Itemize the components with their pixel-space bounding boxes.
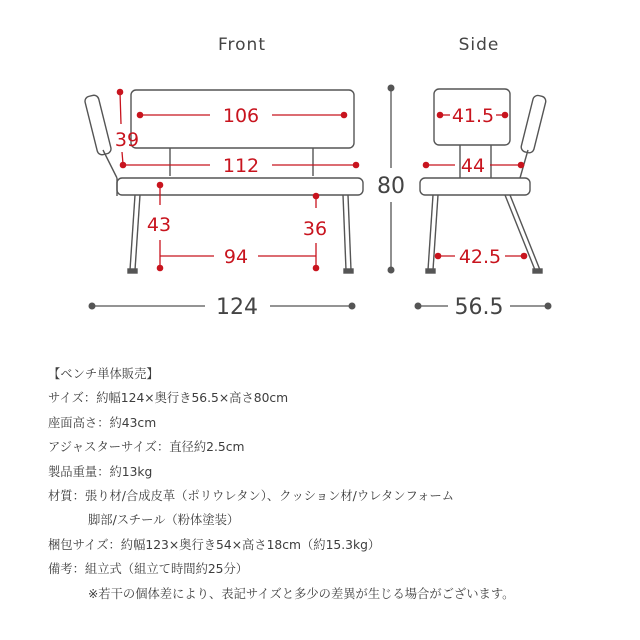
spec-seat-height: 座面高さ：約43cm — [48, 415, 157, 430]
front-seat-height-label: 43 — [146, 214, 172, 236]
front-title: Front — [218, 35, 266, 55]
side-measurements — [423, 112, 528, 260]
front-leg-height-label: 36 — [302, 218, 328, 240]
spec-weight: 製品重量：約13kg — [48, 464, 153, 479]
side-total-depth-label: 56.5 — [454, 295, 504, 320]
side-title: Side — [458, 35, 500, 55]
side-arm-pad — [520, 94, 547, 153]
side-back-depth-label: 41.5 — [451, 105, 495, 127]
front-seat-span-label: 112 — [222, 155, 260, 177]
front-total-width-label: 124 — [216, 295, 258, 320]
spec-material-legs: 脚部/スチール（粉体塗装） — [88, 513, 240, 528]
side-leg-depth-label: 42.5 — [458, 246, 502, 268]
front-armrest — [84, 94, 112, 156]
front-back-height-label: 39 — [114, 129, 140, 151]
front-leg-span-label: 94 — [223, 246, 249, 268]
spec-note: ※若干の個体差により、表記サイズと多少の差異が生じる場合がございます。 — [88, 586, 515, 601]
side-seat-depth-label: 44 — [460, 155, 486, 177]
spec-material: 材質：張り材/合成皮革（ポリウレタン）、クッション材/ウレタンフォーム — [48, 488, 455, 503]
spec-adjuster: アジャスターサイズ：直径約2.5cm — [48, 440, 245, 455]
spec-package: 梱包サイズ：約幅123×奥行き54×高さ18cm（約15.3kg） — [48, 537, 381, 552]
front-back-width-label: 106 — [222, 105, 260, 127]
spec-size: サイズ：約幅124×奥行き56.5×高さ80cm — [48, 391, 289, 406]
spec-remarks: 備考：組立式（組立て時間約25分） — [48, 562, 249, 577]
front-seat — [117, 178, 363, 195]
spec-list — [48, 362, 514, 606]
side-seat — [420, 178, 530, 195]
spec-heading: 【ベンチ単体販売】 — [48, 367, 159, 381]
side-total-height-label: 80 — [377, 174, 405, 199]
